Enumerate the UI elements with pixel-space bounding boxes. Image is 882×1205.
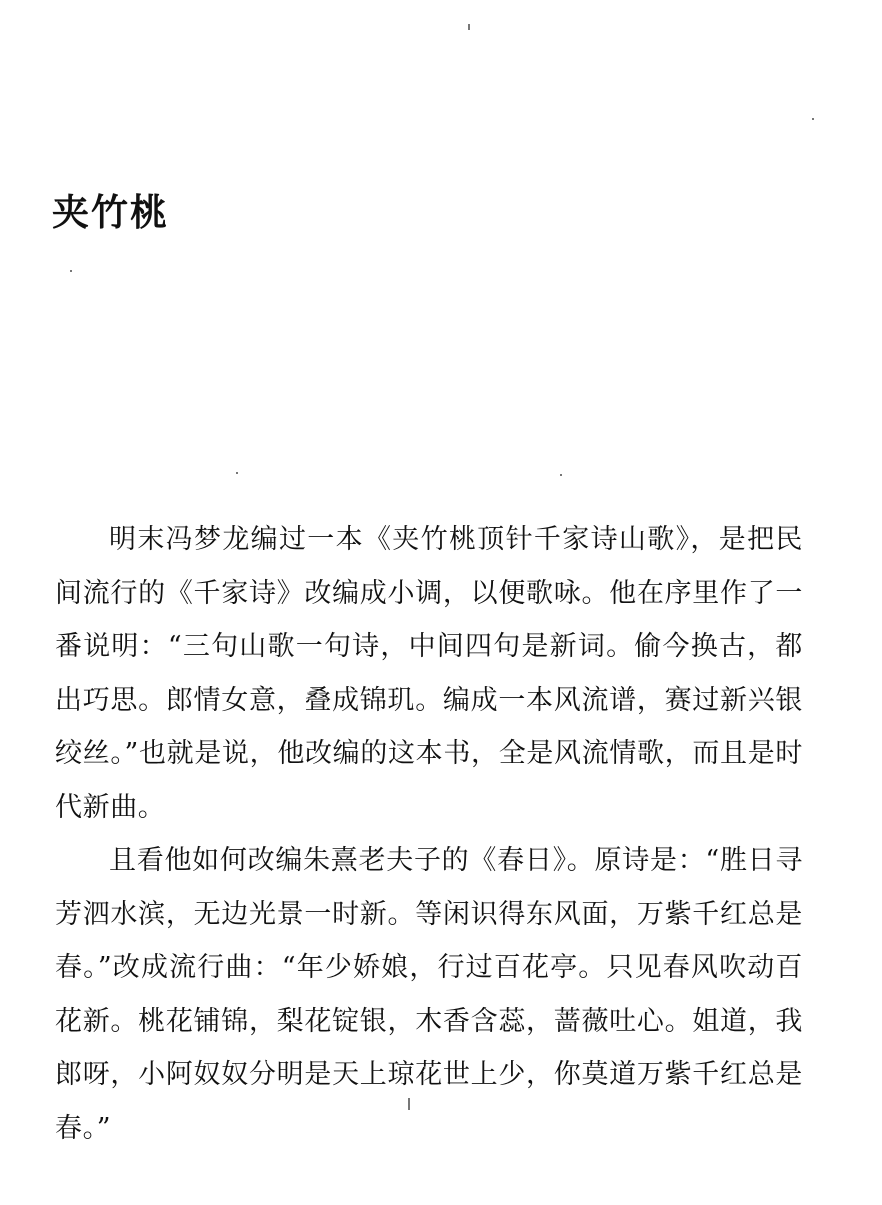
scan-speck (408, 1098, 410, 1110)
paragraph-1: 明末冯梦龙编过一本《夹竹桃顶针千家诗山歌》，是把民间流行的《千家诗》改编成小调，以便歌咏。他在序里作了一番说明：“三句山歌一句诗，中间四句是新词。偷今换古，都出巧思。郎情女意，叠成锦玑。编成一本风流谱，赛过新兴银绞丝。”也就是说，他改编的这本书，全是风流情歌，而且是时代新曲。 (55, 524, 803, 823)
paragraph-2: 且看他如何改编朱熹老夫子的《春日》。原诗是：“胜日寻芳泗水滨，无边光景一时新。等闲识得东风面，万紫千红总是春。”改成流行曲：“年少娇娘，行过百花亭。只见春风吹动百花新。桃花铺锦，梨花锭银，木香含蕊，蔷薇吐心。姐道，我郎呀，小阿奴奴分明是天上琼花世上少，你莫道万紫千红总是春。” (55, 845, 803, 1144)
scan-speck (70, 270, 72, 272)
page-title: 夹竹桃 (52, 190, 169, 234)
scan-speck (812, 118, 814, 120)
scan-speck (560, 474, 562, 476)
scan-speck (468, 24, 470, 30)
article-body (55, 513, 803, 1155)
scan-speck (236, 472, 238, 474)
